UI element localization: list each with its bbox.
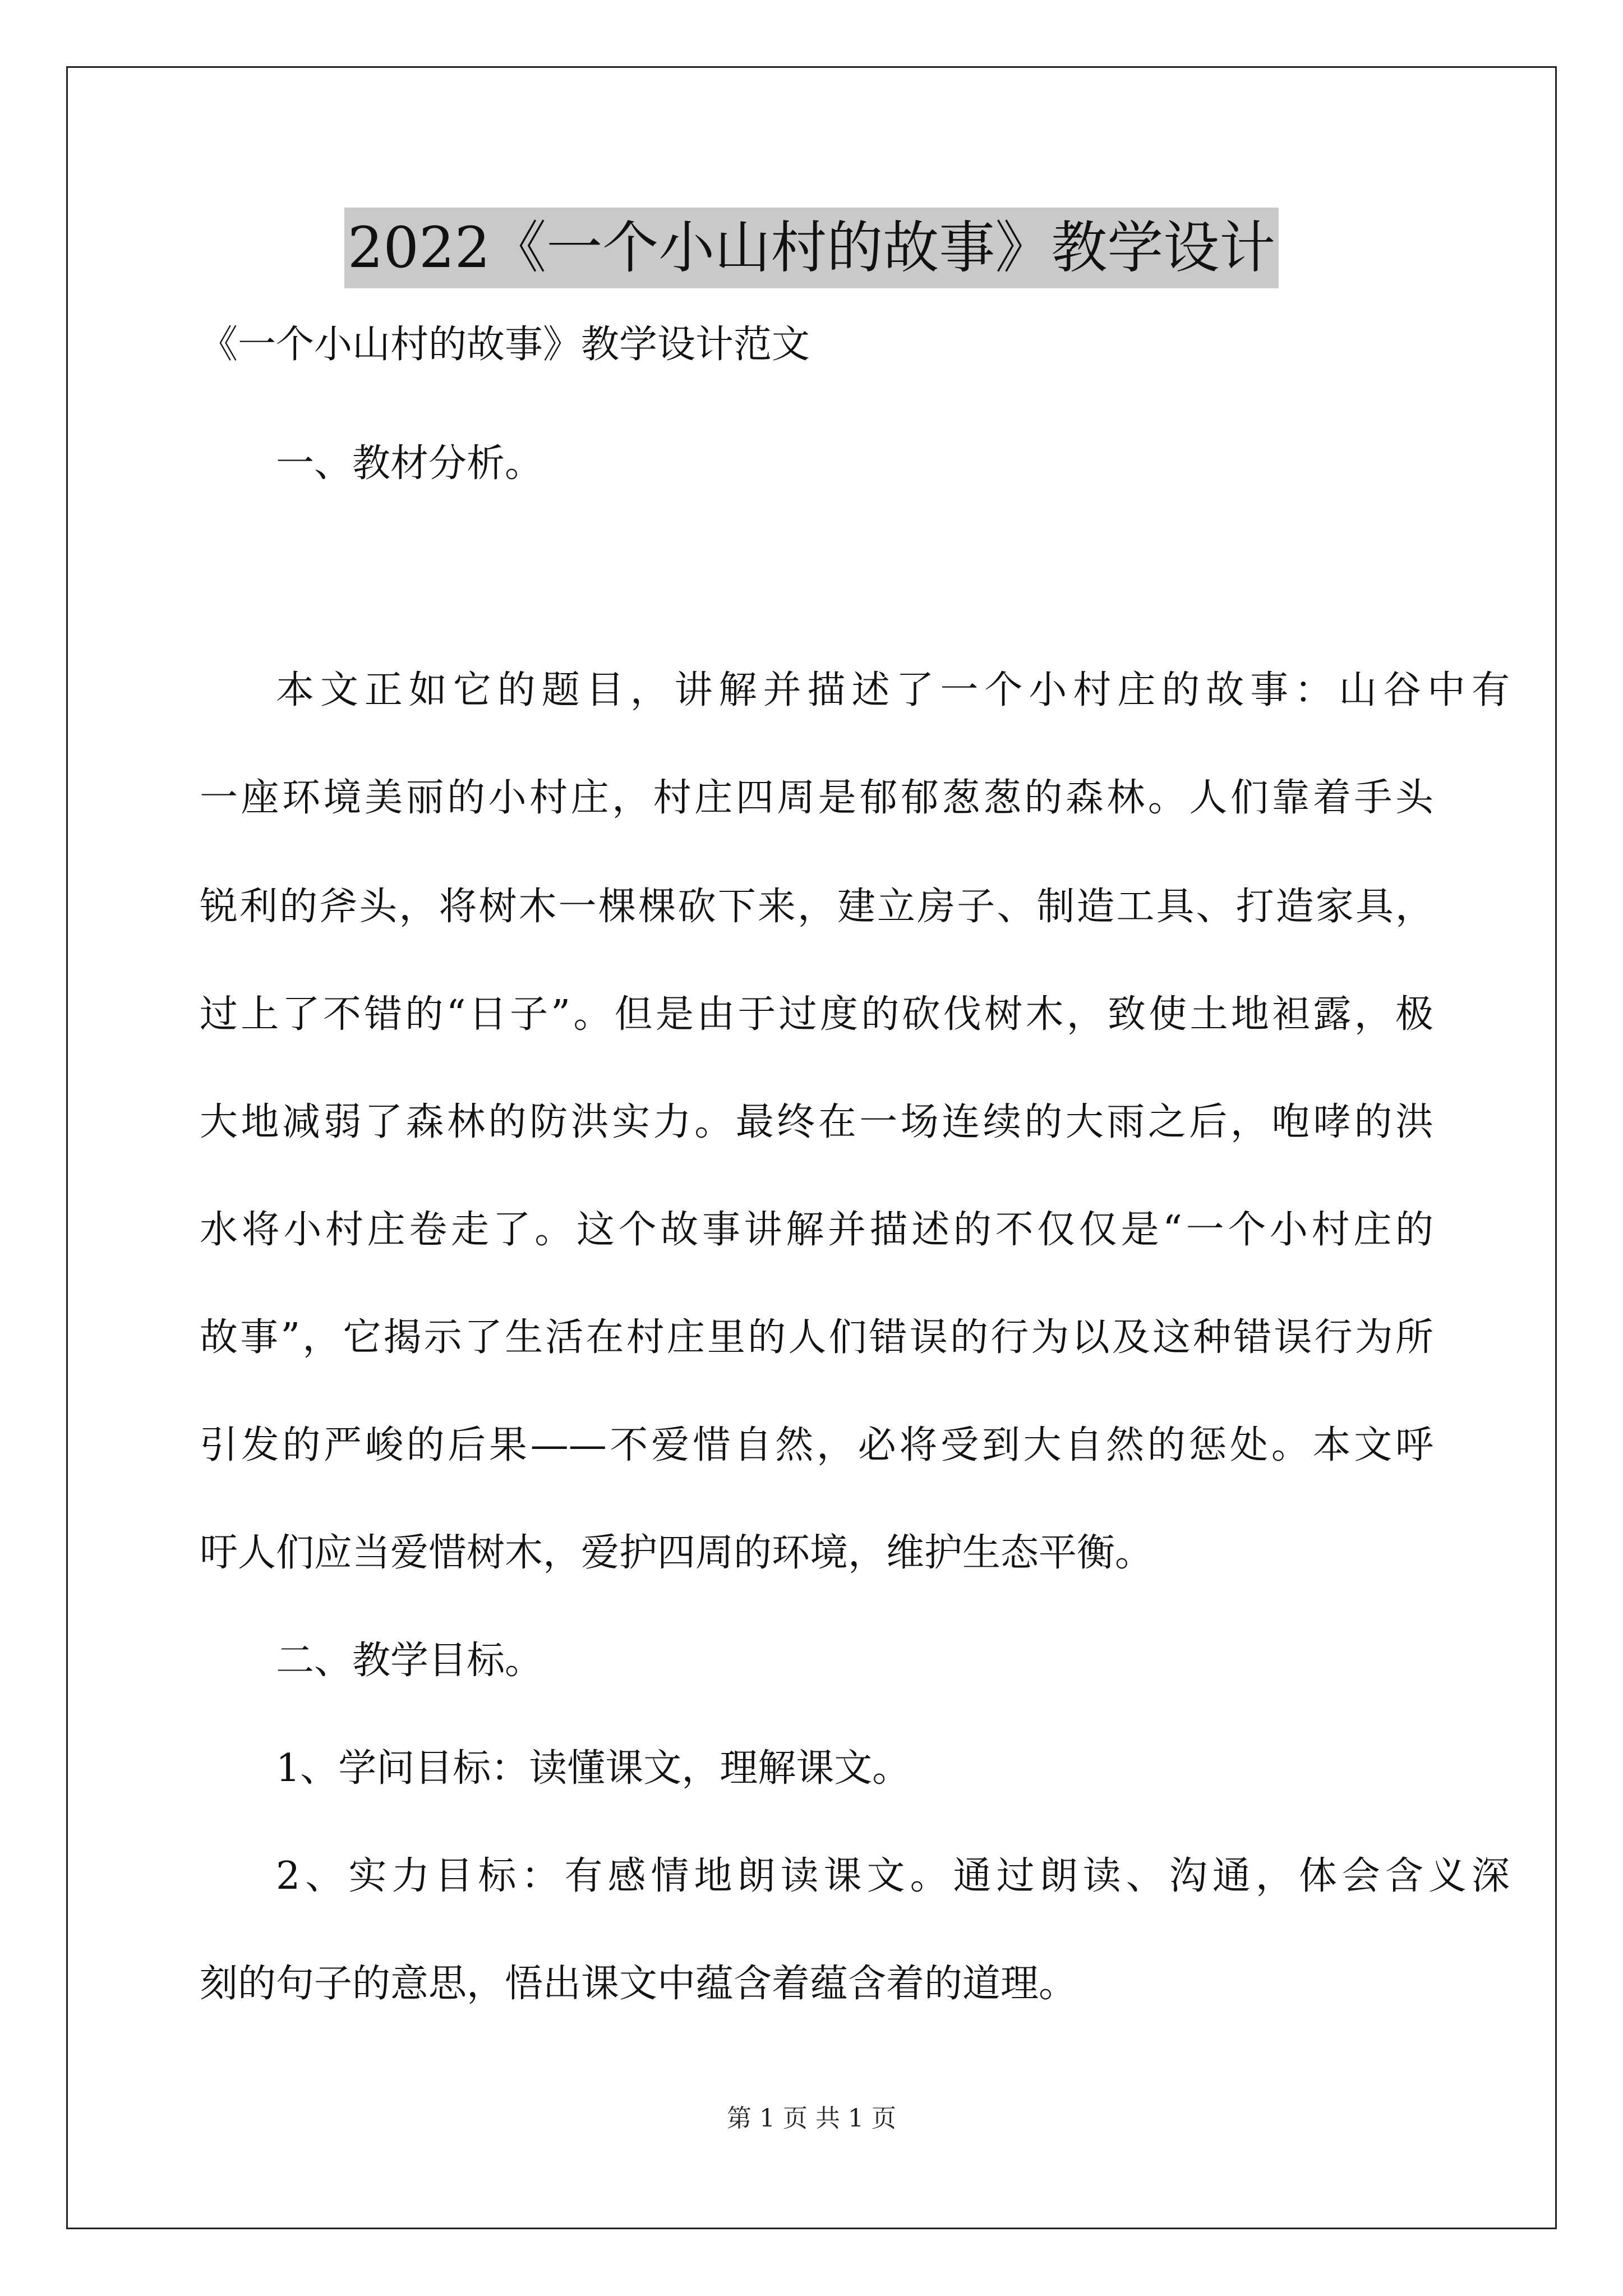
document-title-wrapper <box>0 208 1623 288</box>
document-title: 2022《一个小山村的故事》教学设计 <box>344 208 1279 288</box>
goal-ability-line: 2、实力目标：有感情地朗读课文。通过朗读、沟通，体会含义深 <box>276 1854 1510 1898</box>
paragraph-line: 过上了不错的“日子”。但是由于过度的砍伐树木，致使土地袒露，极 <box>200 992 1433 1037</box>
page-number-footer: 第 1 页 共 1 页 <box>727 2104 896 2133</box>
paragraph-line: 引发的严峻的后果——不爱惜自然，必将受到大自然的惩处。本文呼 <box>200 1423 1433 1467</box>
goal-knowledge: 1、学问目标：读懂课文，理解课文。 <box>276 1746 911 1791</box>
section-heading-goals: 二、教学目标。 <box>276 1639 543 1683</box>
paragraph-line: 本文正如它的题目，讲解并描述了一个小村庄的故事：山谷中有 <box>276 668 1510 712</box>
paragraph-line: 水将小村庄卷走了。这个故事讲解并描述的不仅仅是“一个小村庄的 <box>200 1208 1433 1252</box>
goal-ability-line: 刻的句子的意思，悟出课文中蕴含着蕴含着的道理。 <box>200 1962 1077 2006</box>
paragraph-line: 锐利的斧头，将树木一棵棵砍下来，建立房子、制造工具、打造家具， <box>200 885 1433 929</box>
page-border <box>66 66 1557 2229</box>
section-heading-materials: 一、教材分析。 <box>276 441 543 486</box>
paragraph-line: 大地减弱了森林的防洪实力。最终在一场连续的大雨之后，咆哮的洪 <box>200 1100 1433 1144</box>
paragraph-line: 故事”，它揭示了生活在村庄里的人们错误的行为以及这种错误行为所 <box>200 1315 1433 1360</box>
document-subtitle: 《一个小山村的故事》教学设计范文 <box>200 323 810 367</box>
paragraph-line: 吁人们应当爱惜树木，爱护四周的环境，维护生态平衡。 <box>200 1531 1154 1575</box>
paragraph-line: 一座环境美丽的小村庄，村庄四周是郁郁葱葱的森林。人们靠着手头 <box>200 776 1433 820</box>
